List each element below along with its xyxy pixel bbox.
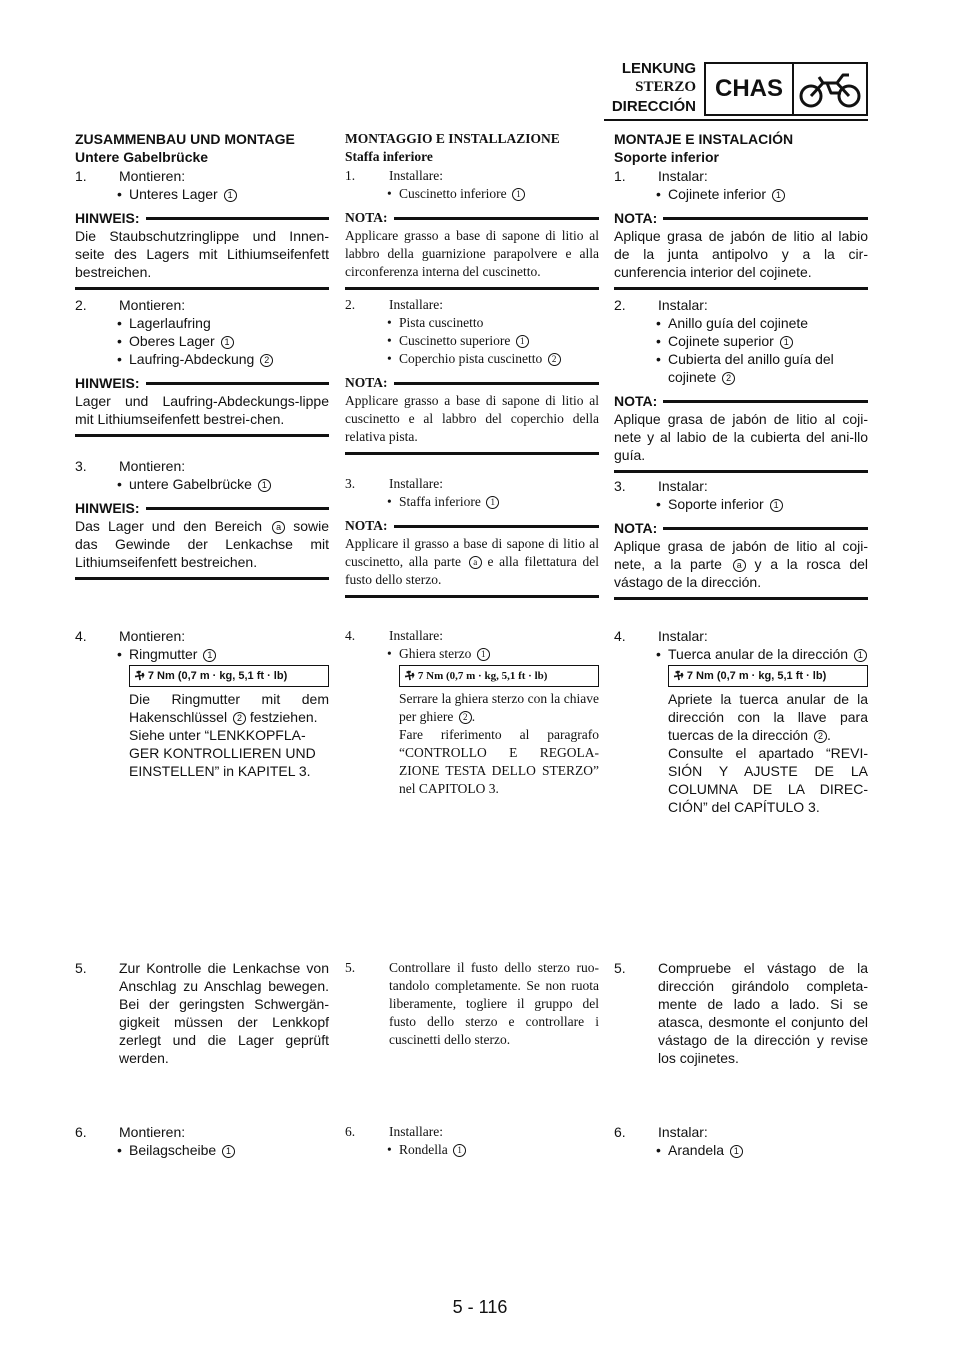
- step-3: 3. Instalar:: [614, 478, 708, 494]
- note-block: HINWEIS: Die Staubschutzringlippe und Innen-seite des Lagers mit Lithiumseifenfett bestreichen.: [75, 209, 329, 290]
- list-item: • Oberes Lager 1: [75, 332, 329, 350]
- subsection-title: Soporte inferior: [614, 149, 720, 165]
- badge-label: CHAS: [706, 64, 794, 114]
- list-item: • Unteres Lager 1: [75, 185, 329, 203]
- section-title: MONTAGGIO E INSTALLAZIONE: [345, 131, 560, 146]
- note-block: HINWEIS: Das Lager und den Bereich a sowie das Gewinde der Lenkachse mit Lithiumseifenfett bestreichen.: [75, 499, 329, 580]
- column-german: [75, 130, 329, 580]
- step-2: 2. Instalar:: [614, 297, 708, 313]
- header-title-es: DIRECCIÓN: [611, 98, 696, 115]
- header-title-de: LENKUNG: [621, 60, 696, 77]
- list-item: • Pista cuscinetto: [345, 314, 599, 332]
- column-spanish: [614, 130, 868, 600]
- list-item: • Coperchio pista cuscinetto 2: [345, 350, 599, 368]
- section-title: MONTAJE E INSTALACIÓN: [614, 131, 794, 147]
- torque-spec: ⚒ 7 Nm (0,7 m · kg, 5,1 ft · lb): [129, 665, 329, 687]
- note-block: NOTA: Aplique grasa de jabón de litio al coji-nete y al labio de la cubierta del ani-llo guía.: [614, 392, 868, 473]
- step-1: 1. Instalar:: [614, 168, 708, 184]
- header-title-it: STERZO: [635, 79, 696, 95]
- step-2: 2. Montieren:: [75, 297, 186, 313]
- chapter-badge: [704, 62, 868, 116]
- subsection-title: Untere Gabelbrücke: [75, 149, 209, 165]
- list-item: • Staffa inferiore 1: [345, 493, 599, 511]
- step-1: 1. Montieren:: [75, 168, 186, 184]
- step-4: 4. Instalar: • Tuerca anular de la dirección 1 ⚒ 7 Nm (0,7 m · kg, 5,1 ft · lb) Apriete la tuerca anular de la dirección con la llave para tuercas de la dirección 2 . Consulte el apartado “REVI-SIÓN Y AJUSTE DE LA COLUMNA DE LA DIREC-CIÓN” del CAPÍTULO 3.: [614, 626, 868, 816]
- step-3: 3. Montieren:: [75, 458, 186, 474]
- list-item: • Cojinete superior 1: [614, 332, 868, 350]
- wrench-icon: ⚒: [401, 668, 417, 684]
- note-block: HINWEIS: Lager und Laufring-Abdeckungs-lippe mit Lithiumseifenfett bestrei-chen.: [75, 374, 329, 437]
- section-header: [612, 60, 696, 115]
- header-rule: [604, 119, 868, 121]
- list-item: • Anillo guía del cojinete: [614, 314, 868, 332]
- step-5: 5. Zur Kontrolle die Lenkachse von Anschlag zu Anschlag bewegen. Bei der geringsten Schwergän-gigkeit müssen der Lenkkopf zerlegt und die Lager geprüft werden.: [75, 960, 329, 1066]
- list-item: • Cojinete inferior 1: [614, 185, 868, 203]
- step-2: 2. Installare:: [345, 297, 443, 312]
- note-block: NOTA: Applicare grasso a base di sapone di litio al labbro della guarnizione parapolvere e alla circonferenza interna del cuscinetto.: [345, 209, 599, 290]
- step-4: 4. Installare: • Ghiera sterzo 1 ⚒ 7 Nm (0,7 m · kg, 5,1 ft · lb) Serrare la ghiera sterzo con la chiave per ghiere 2 . Fare riferimento al paragrafo “CONTROLLO E REGOLA-ZIONE TESTA DELLO STERZO” nel CAPITOLO 3.: [345, 626, 599, 798]
- step-6: 6. Instalar: • Arandela 1: [614, 1122, 868, 1159]
- wrench-icon: ⚒: [670, 668, 686, 684]
- step-4: 4. Montieren: • Ringmutter 1 ⚒ 7 Nm (0,7 m · kg, 5,1 ft · lb) Die Ringmutter mit dem Hakenschlüssel 2 festziehen. Siehe unter “LENKKOPFLA-GER KONTROLLIEREN UND EINSTELLEN” in KAPITEL 3.: [75, 626, 329, 780]
- step-5: 5. Controllare il fusto dello sterzo ruo-tandolo completamente. Se non ruota liberamente, togliere il gruppo del fusto dello sterzo e controllare i cuscinetti dello sterzo.: [345, 960, 599, 1047]
- step-3: 3. Installare:: [345, 476, 443, 491]
- torque-spec: ⚒ 7 Nm (0,7 m · kg, 5,1 ft · lb): [668, 665, 868, 687]
- note-block: NOTA: Aplique grasa de jabón de litio al labio de la junta antipolvo y a la cir-cunferencia interior del cojinete.: [614, 209, 868, 290]
- step-6: 6. Montieren: • Beilagscheibe 1: [75, 1122, 329, 1159]
- list-item: • Cubierta del anillo guía del cojinete 2: [614, 350, 868, 386]
- step-6: 6. Installare: • Rondella 1: [345, 1122, 599, 1159]
- step-5: 5. Compruebe el vástago de la dirección girándolo completa-mente de lado a lado. Si se atasca, desmonte el conjunto del vástago de la dirección y revise los cojinetes.: [614, 960, 868, 1066]
- subsection-title: Staffa inferiore: [345, 149, 433, 164]
- note-block: NOTA: Applicare il grasso a base di sapone di litio al cuscinetto, alla parte a e alla filettatura del fusto dello sterzo.: [345, 517, 599, 598]
- note-block: NOTA: Aplique grasa de jabón de litio al coji-nete, a la parte a y a la rosca del vástago de la dirección.: [614, 519, 868, 600]
- list-item: • Laufring-Abdeckung 2: [75, 350, 329, 368]
- list-item: • Soporte inferior 1: [614, 495, 868, 513]
- step-1: 1. Installare:: [345, 168, 443, 183]
- list-item: • Cuscinetto inferiore 1: [345, 185, 599, 203]
- wrench-icon: ⚒: [131, 668, 147, 684]
- list-item: • untere Gabelbrücke 1: [75, 475, 329, 493]
- torque-spec: ⚒ 7 Nm (0,7 m · kg, 5,1 ft · lb): [399, 665, 599, 687]
- section-title: ZUSAMMENBAU UND MONTAGE: [75, 131, 295, 147]
- column-italian: [345, 130, 599, 598]
- motorcycle-icon: [794, 64, 866, 114]
- note-block: NOTA: Applicare grasso a base di sapone di litio al cuscinetto e al labbro del coperchio della relativa pista.: [345, 374, 599, 455]
- list-item: • Cuscinetto superiore 1: [345, 332, 599, 350]
- list-item: • Lagerlaufring: [75, 314, 329, 332]
- page-number: 5 - 116: [452, 1297, 508, 1317]
